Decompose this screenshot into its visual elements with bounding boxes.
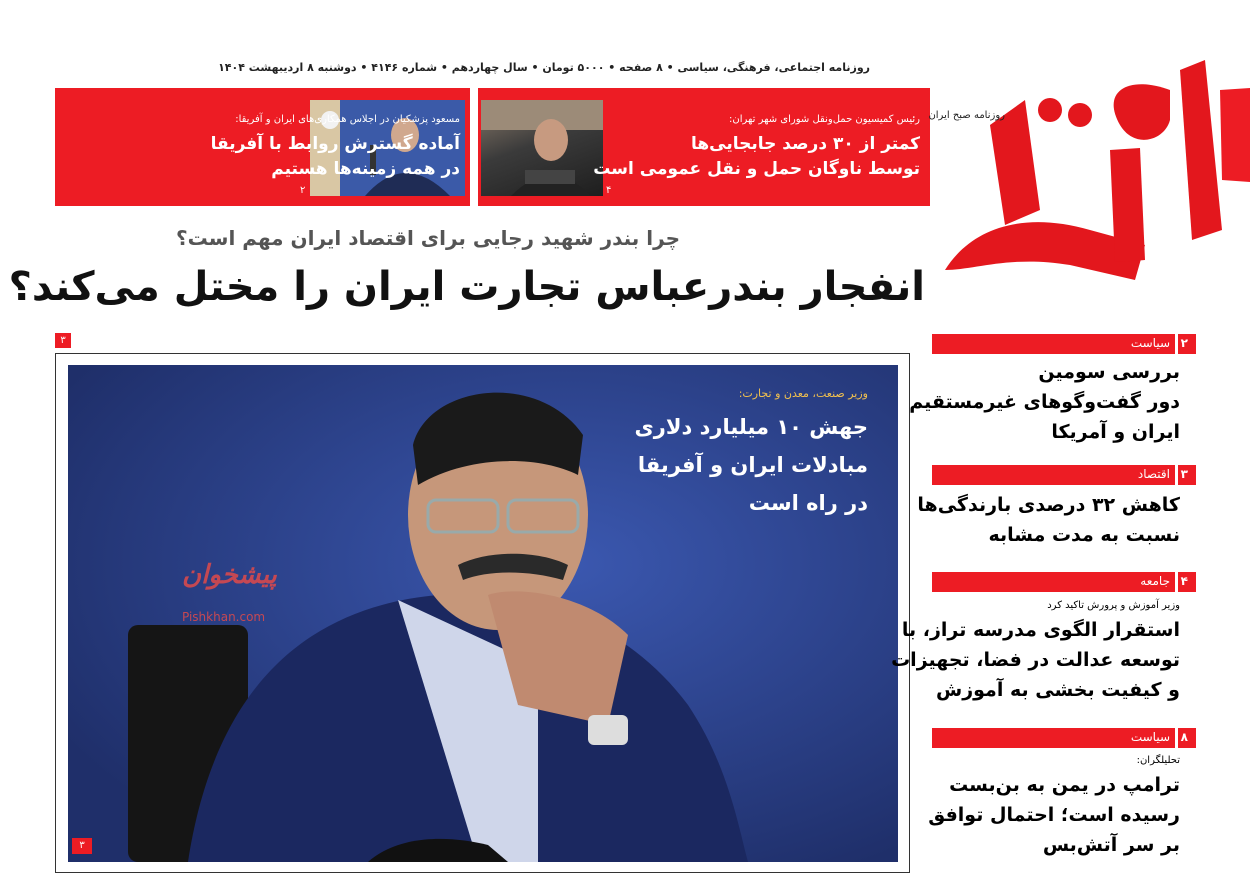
watermark-url: Pishkhan.com: [182, 610, 266, 624]
sidebar-headline[interactable]: کاهش ۳۲ درصدی بارندگی‌ها نسبت به مدت مشابه: [917, 494, 1180, 546]
section-page: ۳: [1180, 467, 1188, 481]
divider: [1175, 572, 1178, 592]
divider: [1175, 465, 1178, 485]
watermark-logo: پیشخوان: [182, 560, 277, 590]
sidebar-kicker: وزیر آموزش و پرورش تاکید کرد: [1047, 600, 1180, 611]
section-label: اقتصاد: [1137, 467, 1170, 481]
lead-page-number: ۳: [55, 333, 71, 348]
council-member-photo: [481, 100, 603, 196]
top-story-kicker: مسعود پزشکیان در اجلاس همکاری‌های ایران و آفریقا:: [235, 114, 460, 125]
section-bar: [932, 728, 1196, 748]
page-number: ۲: [300, 185, 306, 196]
divider: [1175, 728, 1178, 748]
top-story-headline: آماده گسترش روابط با آفریقا در همه زمینه‌ها هستیم: [210, 134, 460, 179]
lead-headline[interactable]: انفجار بندرعباس تجارت ایران را مختل می‌کند؟: [8, 264, 925, 310]
sidebar-headline[interactable]: ترامپ در یمن به بن‌بست رسیده است؛ احتمال توافق بر سر آتش‌بس: [928, 774, 1180, 856]
photo-page-number: ۳: [72, 838, 92, 854]
divider: [1175, 334, 1178, 354]
section-bar: [932, 465, 1196, 485]
sidebar-headline[interactable]: استقرار الگوی مدرسه تراز، با توسعه عدالت در فضا، تجهیزات و کیفیت بخشی به آموزش: [891, 619, 1180, 701]
section-page: ۲: [1180, 336, 1188, 350]
section-label: جامعه: [1140, 574, 1170, 588]
section-bar: [932, 334, 1196, 354]
section-page: ۸: [1180, 730, 1188, 744]
page-number: ۴: [606, 185, 612, 196]
masthead-tagline: روزنامه صبح ایران: [928, 110, 1005, 121]
top-story-africa[interactable]: [55, 88, 470, 206]
sidebar-kicker: تحلیلگران:: [1136, 755, 1180, 766]
section-bar: [932, 572, 1196, 592]
masthead-logo: [930, 30, 1250, 330]
section-label: سیاست: [1130, 730, 1170, 744]
photo-story-kicker: وزیر صنعت، معدن و تجارت:: [738, 387, 868, 400]
top-story-transport[interactable]: [478, 88, 930, 206]
sidebar-headline[interactable]: بررسی سومین دور گفت‌وگوهای غیرمستقیم ایران و آمریکا: [909, 361, 1180, 443]
section-label: سیاست: [1130, 336, 1170, 350]
top-story-headline: کمتر از ۳۰ درصد جابجایی‌ها توسط ناوگان حمل و نقل عمومی است: [593, 134, 920, 179]
section-page: ۴: [1180, 574, 1188, 588]
photo-story-headline: جهش ۱۰ میلیارد دلاری مبادلات ایران و آفریقا در راه است: [634, 415, 868, 515]
top-story-kicker: رئیس کمیسیون حمل‌ونقل شورای شهر تهران:: [729, 114, 920, 125]
lead-overline: چرا بندر شهید رجایی برای اقتصاد ایران مهم است؟: [176, 226, 680, 250]
dateline: روزنامه اجتماعی، فرهنگی، سیاسی • ۸ صفحه • ۵۰۰۰ تومان • سال چهاردهم • شماره ۴۱۴۶ • دوشنبه ۸ اردیبهشت ۱۴۰۴: [218, 61, 870, 74]
